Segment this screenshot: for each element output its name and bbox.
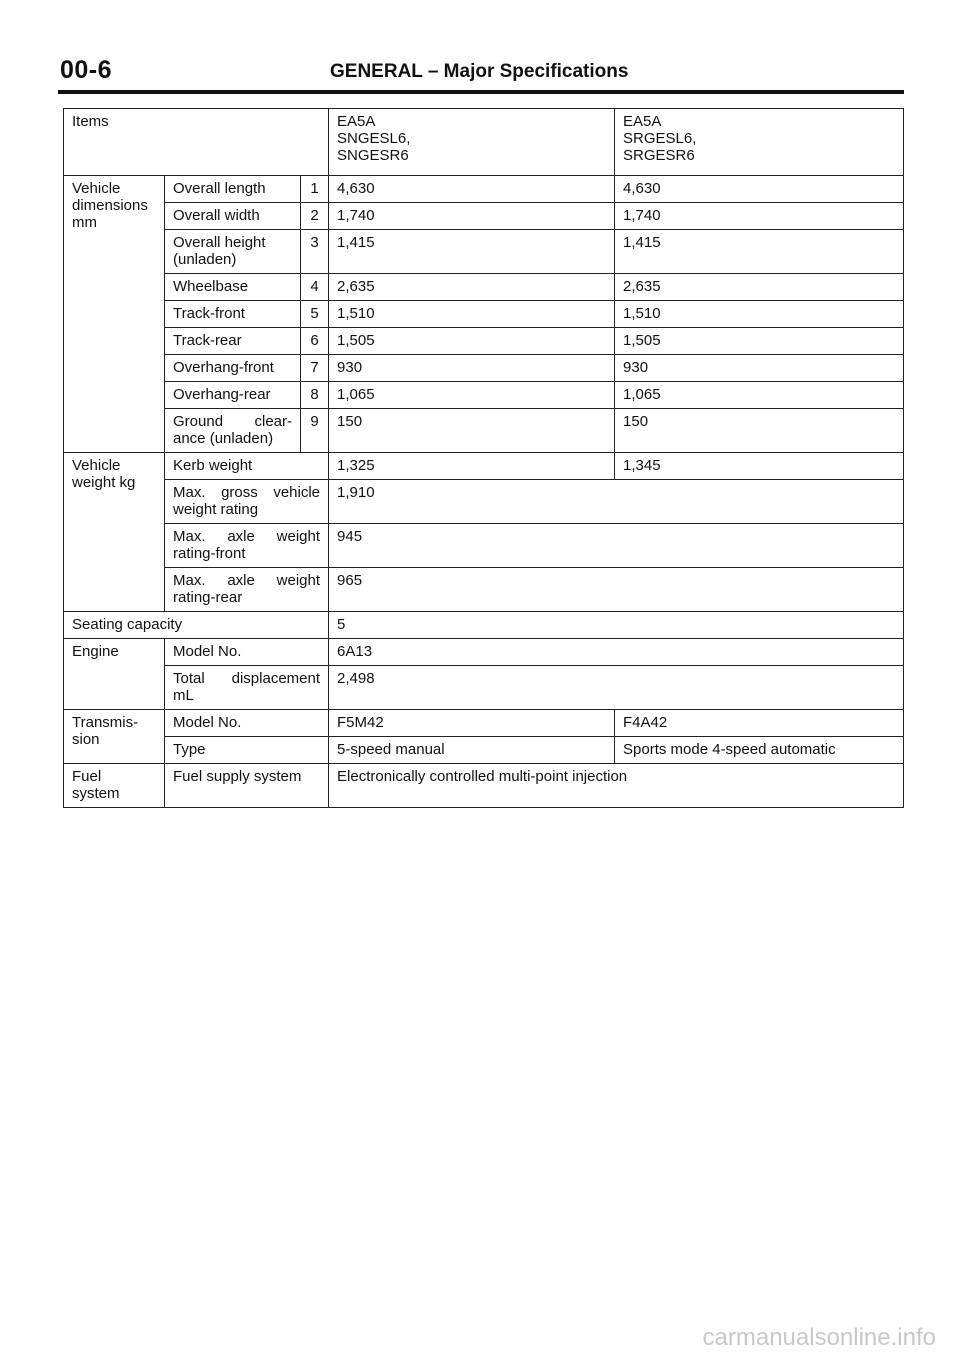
- value-cell: 150: [329, 409, 615, 453]
- table-row: [64, 409, 904, 453]
- footer-watermark: carmanualsonline.info: [702, 1324, 936, 1351]
- table-row: [64, 764, 904, 808]
- value-cell: 1,740: [615, 203, 904, 230]
- table-row: [64, 710, 904, 737]
- row-label: Model No.: [165, 639, 329, 666]
- page-number: 00-6: [60, 56, 113, 84]
- value-cell: 1,415: [329, 230, 615, 274]
- value-cell: 1,505: [615, 328, 904, 355]
- table-row: [64, 612, 904, 639]
- row-label-line: rating-rear: [173, 589, 243, 606]
- value-cell: 1,345: [615, 453, 904, 480]
- table-header-row: [64, 109, 904, 176]
- model-column-header-2: EA5A SRGESL6, SRGESR6: [615, 109, 904, 176]
- row-number: 7: [301, 355, 329, 382]
- table-row: [64, 355, 904, 382]
- table-row: [64, 737, 904, 764]
- table-row: [64, 328, 904, 355]
- value-cell: 1,505: [329, 328, 615, 355]
- row-label: Overall length: [165, 176, 301, 203]
- row-label: Overhang-front: [165, 355, 301, 382]
- row-number: 8: [301, 382, 329, 409]
- row-label-line: weight rating: [173, 501, 259, 518]
- table-row: [64, 176, 904, 203]
- row-number: 3: [301, 230, 329, 274]
- value-cell: F4A42: [615, 710, 904, 737]
- table-row: [64, 568, 904, 612]
- row-label: Track-rear: [165, 328, 301, 355]
- row-number: 5: [301, 301, 329, 328]
- row-label-line: Max. gross vehicle: [173, 484, 321, 501]
- row-label: Model No.: [165, 710, 329, 737]
- value-cell: 1,910: [329, 480, 904, 524]
- value-cell: 150: [615, 409, 904, 453]
- group-engine: Engine: [64, 639, 165, 710]
- table-row: [64, 666, 904, 710]
- value-cell: 4,630: [329, 176, 615, 203]
- row-label: Overhang-rear: [165, 382, 301, 409]
- header-rule: [58, 90, 904, 94]
- row-label-line: Total displacement: [173, 670, 321, 687]
- value-cell: 2,635: [329, 274, 615, 301]
- value-cell: 1,740: [329, 203, 615, 230]
- table-row: [64, 301, 904, 328]
- row-label: Type: [165, 737, 329, 764]
- value-cell: 930: [615, 355, 904, 382]
- value-cell: 4,630: [615, 176, 904, 203]
- table-row: [64, 480, 904, 524]
- value-cell: F5M42: [329, 710, 615, 737]
- row-number: 1: [301, 176, 329, 203]
- value-cell: Sports mode 4-speed automatic: [615, 737, 904, 764]
- row-label: Overall height (unladen): [165, 230, 301, 274]
- value-cell: 6A13: [329, 639, 904, 666]
- row-label: Wheelbase: [165, 274, 301, 301]
- value-cell: 930: [329, 355, 615, 382]
- value-cell: 1,415: [615, 230, 904, 274]
- row-label: Seating capacity: [64, 612, 329, 639]
- page-title: GENERAL – Major Specifications: [330, 61, 629, 82]
- row-label: Overall width: [165, 203, 301, 230]
- row-label: Kerb weight: [165, 453, 329, 480]
- value-cell: 5-speed manual: [329, 737, 615, 764]
- row-number: 4: [301, 274, 329, 301]
- row-label: Track-front: [165, 301, 301, 328]
- value-cell: 945: [329, 524, 904, 568]
- row-label-line: Max. axle weight: [173, 528, 321, 545]
- group-vehicle-dimensions: Vehicle dimensions mm: [64, 176, 165, 453]
- table-row: [64, 382, 904, 409]
- row-label: [165, 409, 301, 453]
- value-cell: 1,065: [329, 382, 615, 409]
- row-label: [165, 568, 329, 612]
- model-column-header-1: EA5A SNGESL6, SNGESR6: [329, 109, 615, 176]
- table-row: [64, 274, 904, 301]
- row-label-line: rating-front: [173, 545, 246, 562]
- group-transmission: Transmis- sion: [64, 710, 165, 764]
- value-cell: 1,510: [329, 301, 615, 328]
- value-cell: Electronically controlled multi-point injection: [329, 764, 904, 808]
- table-row: [64, 230, 904, 274]
- value-cell: 965: [329, 568, 904, 612]
- value-cell: 2,498: [329, 666, 904, 710]
- value-cell: 1,510: [615, 301, 904, 328]
- group-fuel-system: Fuel system: [64, 764, 165, 808]
- items-header: Items: [64, 109, 329, 176]
- row-label-line: Max. axle weight: [173, 572, 321, 589]
- row-number: 9: [301, 409, 329, 453]
- table-row: [64, 203, 904, 230]
- table-row: [64, 453, 904, 480]
- specifications-table: [63, 108, 904, 808]
- row-label-line: ance (unladen): [173, 430, 274, 447]
- row-number: 2: [301, 203, 329, 230]
- value-cell: 1,325: [329, 453, 615, 480]
- table-row: [64, 639, 904, 666]
- row-label: [165, 524, 329, 568]
- row-label-line: mL: [173, 687, 194, 704]
- row-label: [165, 480, 329, 524]
- value-cell: 5: [329, 612, 904, 639]
- table-row: [64, 524, 904, 568]
- row-label: Fuel supply system: [165, 764, 329, 808]
- group-vehicle-weight: Vehicle weight kg: [64, 453, 165, 612]
- row-label: [165, 666, 329, 710]
- value-cell: 1,065: [615, 382, 904, 409]
- row-number: 6: [301, 328, 329, 355]
- value-cell: 2,635: [615, 274, 904, 301]
- row-label-line: Ground clear-: [173, 413, 292, 430]
